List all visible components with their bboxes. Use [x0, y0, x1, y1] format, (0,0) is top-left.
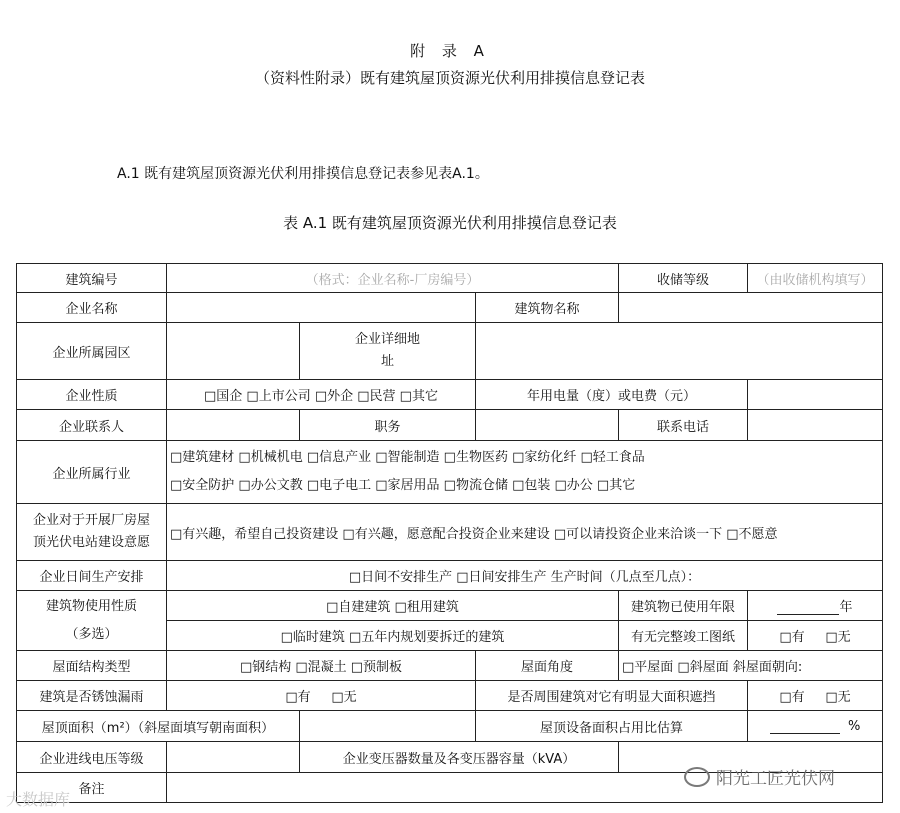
building-name-field[interactable]: [619, 293, 883, 323]
voltage-level-field[interactable]: [167, 742, 300, 773]
industry-options[interactable]: □建筑建材 □机械机电 □信息产业 □智能制造 □生物医药 □家纺化纤 □轻工食品 □安全防护 □办公文教 □电子电工 □家居用品 □物流仓储 □包装 □办公 □其它: [167, 441, 883, 504]
building-use-options-2[interactable]: □临时建筑 □五年内规划要拆迁的建筑: [167, 621, 619, 651]
contact-person-label: 企业联系人: [17, 410, 167, 441]
table-row: [17, 651, 883, 681]
company-type-options[interactable]: □国企 □上市公司 □外企 □民营 □其它: [167, 380, 476, 410]
shading-label: 是否周围建筑对它有明显大面积遮挡: [476, 681, 748, 711]
table-row: [17, 323, 883, 380]
address-label: 企业详细地 址: [300, 323, 476, 380]
roof-angle-options[interactable]: □平屋面 □斜屋面 斜屋面朝向:: [619, 651, 883, 681]
wechat-icon: [684, 767, 710, 787]
park-field[interactable]: [167, 323, 300, 380]
phone-field[interactable]: [748, 410, 883, 441]
table-caption: 表 A.1 既有建筑屋顶资源光伏利用排摸信息登记表: [283, 214, 617, 232]
roof-area-label: 屋顶面积（m²）（斜屋面填写朝南面积）: [17, 711, 300, 742]
drawings-label: 有无完整竣工图纸: [619, 621, 748, 651]
industry-label: 企业所属行业: [17, 441, 167, 504]
annual-power-label: 年用电量（度）或电费（元）: [476, 380, 748, 410]
building-name-label: 建筑物名称: [476, 293, 619, 323]
equipment-ratio-label: 屋顶设备面积占用比估算: [476, 711, 748, 742]
contact-person-field[interactable]: [167, 410, 300, 441]
company-name-label: 企业名称: [17, 293, 167, 323]
table-row: [17, 293, 883, 323]
willingness-label: 企业对于开展厂房屋 顶光伏电站建设意愿: [17, 504, 167, 561]
company-name-field[interactable]: [167, 293, 476, 323]
table-row: [17, 380, 883, 410]
table-row: [17, 441, 883, 504]
building-use-options-1[interactable]: □自建建筑 □租用建筑: [167, 591, 619, 621]
roof-angle-label: 屋面角度: [476, 651, 619, 681]
position-field[interactable]: [476, 410, 619, 441]
table-row: [17, 591, 883, 621]
table-row: [17, 410, 883, 441]
table-row: [17, 561, 883, 591]
building-id-label: 建筑编号: [17, 264, 167, 293]
table-row: [17, 504, 883, 561]
storage-level-label: 收储等级: [619, 264, 748, 293]
daytime-production-options[interactable]: □日间不安排生产 □日间安排生产 生产时间（几点至几点）：: [167, 561, 883, 591]
park-label: 企业所属园区: [17, 323, 167, 380]
shading-options[interactable]: □有 □无: [748, 681, 883, 711]
phone-label: 联系电话: [619, 410, 748, 441]
years-used-field[interactable]: 年: [748, 591, 883, 621]
storage-level-field[interactable]: （由收储机构填写）: [748, 264, 883, 293]
appendix-title: 附 录 A: [410, 42, 490, 60]
appendix-subtitle: （资料性附录）既有建筑屋顶资源光伏利用排摸信息登记表: [254, 69, 645, 87]
table-row: [17, 681, 883, 711]
years-used-label: 建筑物已使用年限: [619, 591, 748, 621]
corrosion-options[interactable]: □有 □无: [167, 681, 476, 711]
daytime-production-label: 企业日间生产安排: [17, 561, 167, 591]
building-use-label: 建筑物使用性质 （多选）: [17, 591, 167, 651]
drawings-options[interactable]: □有 □无: [748, 621, 883, 651]
address-field[interactable]: [476, 323, 883, 380]
annual-power-field[interactable]: [748, 380, 883, 410]
registration-table: [16, 263, 883, 803]
corrosion-label: 建筑是否锈蚀漏雨: [17, 681, 167, 711]
transformer-label: 企业变压器数量及各变压器容量（kVA）: [300, 742, 619, 773]
position-label: 职务: [300, 410, 476, 441]
table-row: [17, 711, 883, 742]
willingness-options[interactable]: □有兴趣，希望自己投资建设 □有兴趣，愿意配合投资企业来建设 □可以请投资企业来洽谈一下 □不愿意: [167, 504, 883, 561]
company-type-label: 企业性质: [17, 380, 167, 410]
voltage-level-label: 企业进线电压等级: [17, 742, 167, 773]
roof-structure-label: 屋面结构类型: [17, 651, 167, 681]
roof-structure-options[interactable]: □钢结构 □混凝土 □预制板: [167, 651, 476, 681]
wechat-watermark: 阳光工匠光伏网: [684, 764, 835, 789]
building-id-field[interactable]: （格式：企业名称-厂房编号）: [167, 264, 619, 293]
remarks-label: 备注: [17, 773, 167, 803]
equipment-ratio-field[interactable]: %: [748, 711, 883, 742]
section-heading: A.1 既有建筑屋顶资源光伏利用排摸信息登记表参见表A.1。: [117, 166, 489, 182]
table-row: [17, 264, 883, 293]
corner-watermark: 大数据库: [6, 790, 71, 809]
roof-area-field[interactable]: [300, 711, 476, 742]
